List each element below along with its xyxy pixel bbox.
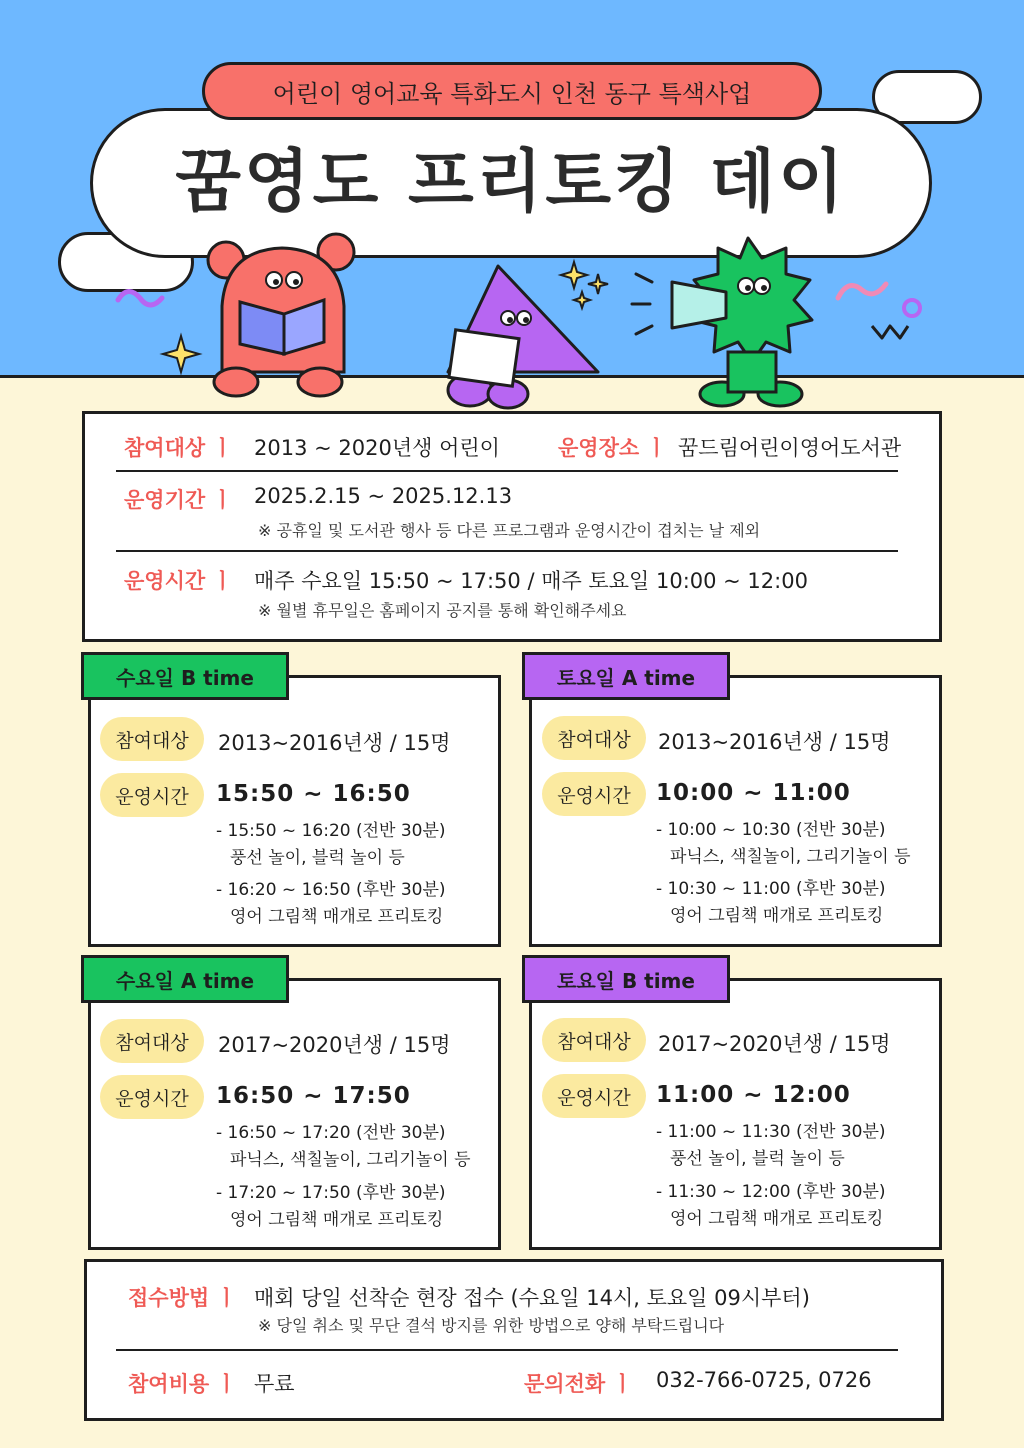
page-title: 꿈영도 프리토킹 데이 (175, 143, 847, 222)
period-note: ※ 공휴일 및 도서관 행사 등 다른 프로그램과 운영시간이 겹치는 날 제외 (258, 521, 761, 540)
time-chip: 운영시간 (100, 1075, 204, 1119)
place-label: 운영장소 ㅣ (558, 436, 667, 460)
second-half-activity: 영어 그림책 매개로 프리토킹 (670, 906, 884, 926)
target-chip: 참여대상 (100, 717, 204, 761)
session-time: 10:00 ~ 11:00 (656, 780, 851, 806)
place-value: 꿈드림어린이영어도서관 (678, 436, 902, 460)
second-half-time: - 16:20 ~ 16:50 (후반 30분) (216, 880, 446, 900)
method-value: 매회 당일 선착순 현장 접수 (수요일 14시, 토요일 09시부터) (254, 1286, 810, 1310)
hours-note: ※ 월별 휴무일은 홈페이지 공지를 통해 확인해주세요 (258, 601, 627, 620)
target-chip: 참여대상 (100, 1019, 204, 1063)
phone-value: 032-766-0725, 0726 (656, 1368, 872, 1392)
session-target: 2013~2016년생 / 15명 (658, 730, 891, 754)
second-half-time: - 11:30 ~ 12:00 (후반 30분) (656, 1182, 886, 1202)
divider (116, 470, 898, 472)
target-label: 참여대상 ㅣ (124, 436, 233, 460)
hours-label: 운영시간 ㅣ (124, 569, 233, 593)
divider (116, 1349, 898, 1351)
first-half-time: - 16:50 ~ 17:20 (전반 30분) (216, 1123, 446, 1143)
first-half-activity: 풍선 놀이, 블럭 놀이 등 (670, 1149, 845, 1169)
method-label: 접수방법 ㅣ (128, 1286, 237, 1310)
session-tab: 수요일 A time (81, 955, 289, 1003)
megaphone-star-icon (632, 238, 812, 406)
time-chip: 운영시간 (542, 772, 646, 816)
sparkle-icon (163, 336, 199, 372)
subtitle-text: 어린이 영어교육 특화도시 인천 동구 특색사업 (272, 79, 752, 108)
second-half-activity: 영어 그림책 매개로 프리토킹 (230, 1210, 444, 1230)
target-chip: 참여대상 (542, 716, 646, 760)
session-time: 15:50 ~ 16:50 (216, 781, 411, 807)
period-label: 운영기간 ㅣ (124, 488, 233, 512)
session-tab: 토요일 A time (522, 652, 730, 700)
reading-monster-icon (208, 234, 354, 396)
first-half-time: - 15:50 ~ 16:20 (전반 30분) (216, 821, 446, 841)
second-half-time: - 17:20 ~ 17:50 (후반 30분) (216, 1183, 446, 1203)
method-note: ※ 당일 취소 및 무단 결석 방지를 위한 방법으로 양해 부탁드립니다 (258, 1316, 725, 1335)
session-time: 11:00 ~ 12:00 (656, 1082, 851, 1108)
time-chip: 운영시간 (100, 773, 204, 817)
first-half-time: - 11:00 ~ 11:30 (전반 30분) (656, 1122, 886, 1142)
subtitle-pill (202, 62, 822, 120)
session-tab: 수요일 B time (81, 652, 289, 700)
squiggle-icon (118, 291, 162, 305)
target-chip: 참여대상 (542, 1018, 646, 1062)
phone-label: 문의전화 ㅣ (524, 1372, 633, 1396)
hours-value: 매주 수요일 15:50 ~ 17:50 / 매주 토요일 10:00 ~ 12:00 (254, 569, 808, 593)
target-value: 2013 ~ 2020년생 어린이 (254, 436, 500, 460)
second-half-time: - 10:30 ~ 11:00 (후반 30분) (656, 879, 886, 899)
zigzag-icon (872, 326, 908, 338)
first-half-activity: 파닉스, 색칠놀이, 그리기놀이 등 (670, 847, 911, 867)
session-tab: 토요일 B time (522, 955, 730, 1003)
divider (116, 550, 898, 552)
time-chip: 운영시간 (542, 1074, 646, 1118)
session-target: 2017~2020년생 / 15명 (218, 1033, 451, 1057)
second-half-activity: 영어 그림책 매개로 프리토킹 (670, 1209, 884, 1229)
first-half-activity: 풍선 놀이, 블럭 놀이 등 (230, 848, 405, 868)
illustration-strip (0, 222, 1024, 422)
session-target: 2017~2020년생 / 15명 (658, 1032, 891, 1056)
first-half-activity: 파닉스, 색칠놀이, 그리기놀이 등 (230, 1150, 471, 1170)
period-value: 2025.2.15 ~ 2025.12.13 (254, 484, 513, 508)
session-target: 2013~2016년생 / 15명 (218, 731, 451, 755)
fee-value: 무료 (254, 1372, 295, 1396)
fee-label: 참여비용 ㅣ (128, 1372, 237, 1396)
second-half-activity: 영어 그림책 매개로 프리토킹 (230, 907, 444, 927)
writing-triangle-icon (448, 266, 598, 408)
first-half-time: - 10:00 ~ 10:30 (전반 30분) (656, 820, 886, 840)
session-time: 16:50 ~ 17:50 (216, 1083, 411, 1109)
